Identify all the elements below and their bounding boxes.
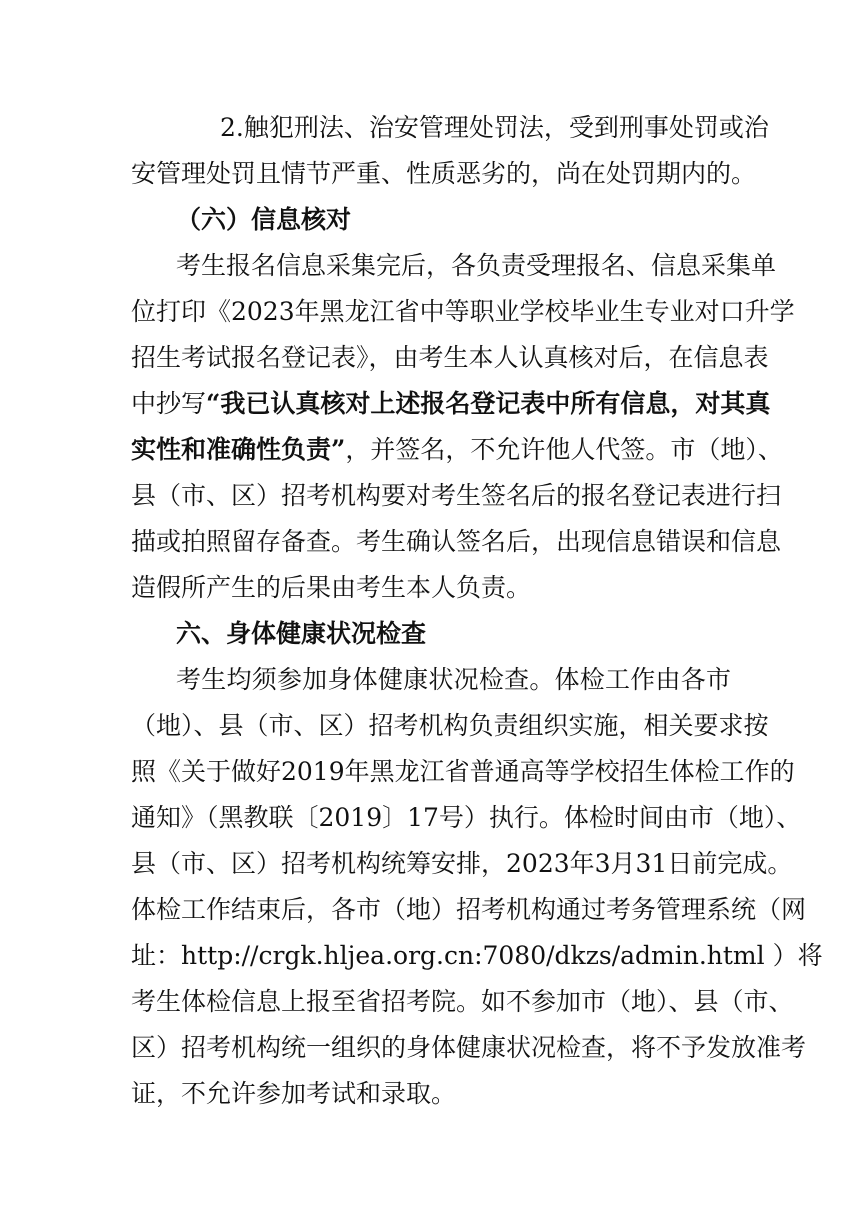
paragraph-line: 造假所产生的后果由考生本人负责。 bbox=[131, 573, 532, 602]
paragraph-line: 通知》（黑教联〔2019〕17号）执行。体检时间由市（地）、 bbox=[131, 803, 802, 832]
section-heading: 六、身体健康状况检查 bbox=[176, 619, 427, 648]
text-segment: ，并签名，不允许他人代签。市（地）、 bbox=[345, 435, 783, 464]
paragraph-line: 区）招考机构统一组织的身体健康状况检查，将不予发放准考 bbox=[131, 1033, 807, 1062]
paragraph-line: 体检工作结束后，各市（地）招考机构通过考务管理系统（网 bbox=[131, 895, 807, 924]
section-heading: （六）信息核对 bbox=[176, 205, 352, 234]
paragraph-line: 考生均须参加身体健康状况检查。体检工作由各市 bbox=[176, 665, 731, 694]
paragraph-line: 招生考试报名登记表》，由考生本人认真核对后，在信息表 bbox=[131, 343, 769, 372]
bold-quote-segment: 实性和准确性负责” bbox=[131, 435, 346, 464]
text-segment: 中抄写 bbox=[131, 389, 207, 418]
paragraph-line: 考生报名信息采集完后，各负责受理报名、信息采集单 bbox=[176, 251, 777, 280]
paragraph-line: 址：http://crgk.hljea.org.cn:7080/dkzs/admin.html ）将 bbox=[131, 941, 823, 970]
paragraph-line: 安管理处罚且情节严重、性质恶劣的，尚在处罚期内的。 bbox=[131, 159, 757, 188]
paragraph-line bbox=[131, 435, 783, 465]
paragraph-line: 描或拍照留存备查。考生确认签名后，出现信息错误和信息 bbox=[131, 527, 782, 556]
paragraph-line: 县（市、区）招考机构统筹安排，2023年3月31日前完成。 bbox=[131, 849, 793, 878]
paragraph-line: 考生体检信息上报至省招考院。如不参加市（地）、县（市、 bbox=[131, 987, 794, 1016]
paragraph-line bbox=[131, 389, 771, 419]
paragraph-line: 照《关于做好2019年黑龙江省普通高等学校招生体检工作的 bbox=[131, 757, 795, 786]
paragraph-line: 位打印《2023年黑龙江省中等职业学校毕业生专业对口升学 bbox=[131, 297, 795, 326]
paragraph-line: 证，不允许参加考试和录取。 bbox=[131, 1079, 457, 1108]
paragraph-line: 2.触犯刑法、治安管理处罚法，受到刑事处罚或治 bbox=[220, 113, 769, 142]
bold-quote-segment: “我已认真核对上述报名登记表中所有信息，对其真 bbox=[206, 389, 771, 418]
paragraph-line: 县（市、区）招考机构要对考生签名后的报名登记表进行扫 bbox=[131, 481, 782, 510]
paragraph-line: （地）、县（市、区）招考机构负责组织实施，相关要求按 bbox=[131, 711, 769, 740]
